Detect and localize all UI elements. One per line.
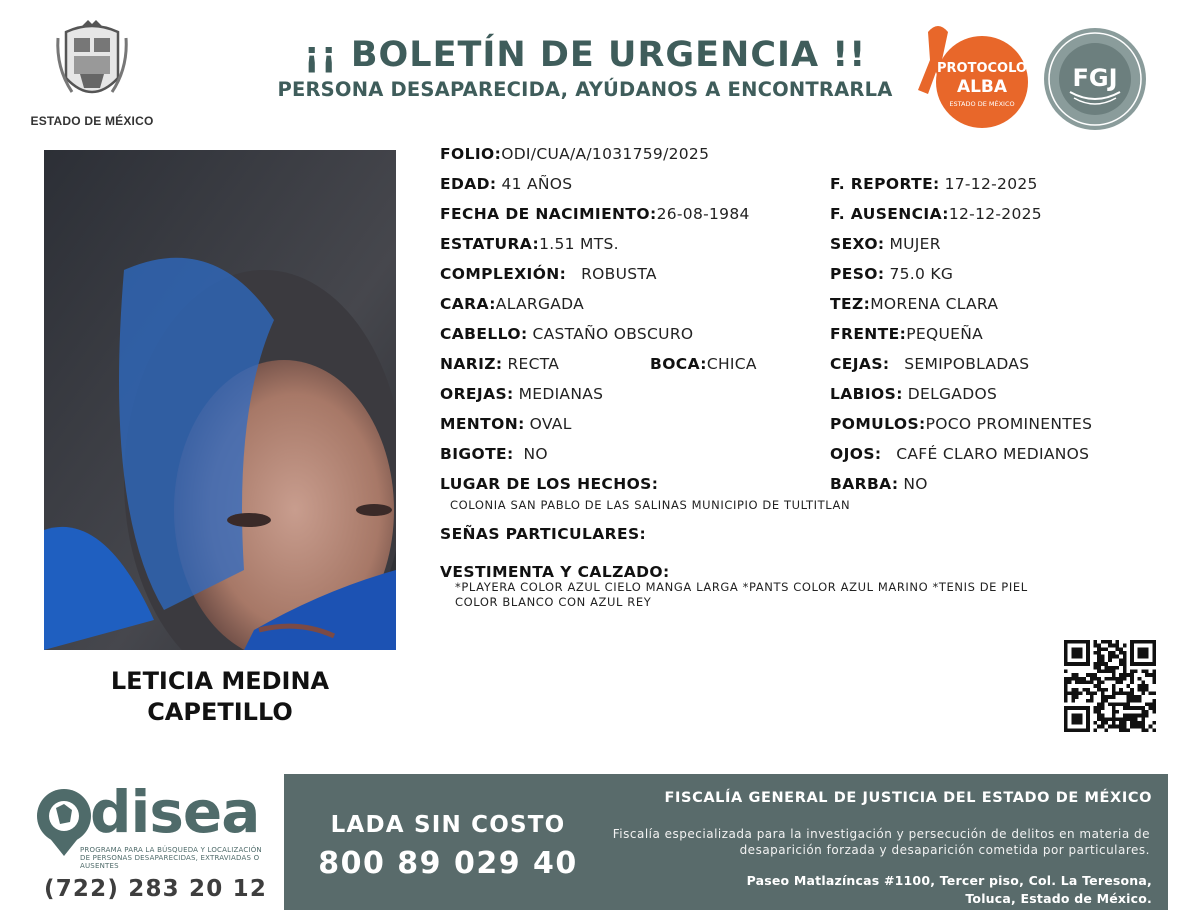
contact-footer — [284, 774, 1168, 910]
odisea-logo — [34, 778, 274, 876]
name-line-1: LETICIA MEDINA — [110, 667, 330, 695]
ojos-label: OJOS: — [830, 445, 882, 463]
lugar-value: COLONIA SAN PABLO DE LAS SALINAS MUNICIPIO DE TULTITLAN — [450, 498, 851, 512]
state-caption: ESTADO DE MÉXICO — [30, 114, 154, 128]
f-ausencia-value: 12-12-2025 — [948, 205, 1042, 223]
lada-label: LADA SIN COSTO — [330, 812, 566, 838]
f-reporte-label: F. REPORTE: — [830, 175, 940, 193]
barba-value: NO — [903, 475, 928, 493]
folio-label: FOLIO: — [440, 145, 502, 163]
vestimenta-line-1: *PLAYERA COLOR AZUL CIELO MANGA LARGA *PANTS COLOR AZUL MARINO *TENIS DE PIEL — [455, 580, 1028, 594]
nariz-label: NARIZ: — [440, 355, 503, 373]
field-orejas — [440, 384, 603, 404]
cabello-value: CASTAÑO OBSCURO — [532, 325, 694, 343]
field-folio — [440, 144, 709, 164]
odisea-tagline: PROGRAMA PARA LA BÚSQUEDA Y LOCALIZACIÓN DE PERSONAS DESAPARECIDAS, EXTRAVIADAS O AUSENTES — [80, 846, 262, 870]
pomulos-label: POMULOS: — [830, 415, 926, 433]
nariz-value: RECTA — [507, 355, 560, 373]
field-menton — [440, 414, 572, 434]
field-cabello — [440, 324, 693, 344]
fgj-description: Fiscalía especializada para la investigación y persecución de delitos en materia de desaparición forzada y desaparición cometida por particulares. — [612, 827, 1150, 857]
boca-value: CHICA — [706, 355, 757, 373]
field-bigote — [440, 444, 548, 464]
nacimiento-value: 26-08-1984 — [656, 205, 750, 223]
field-cejas — [830, 354, 1029, 374]
bigote-label: BIGOTE: — [440, 445, 514, 463]
field-complexion — [440, 264, 657, 284]
peso-value: 75.0 KG — [889, 265, 954, 283]
cara-label: CARA: — [440, 295, 496, 313]
qr-code[interactable] — [1064, 640, 1156, 732]
fgj-seal-logo — [1042, 26, 1148, 132]
senas-label: SEÑAS PARTICULARES: — [440, 525, 647, 543]
tez-label: TEZ: — [830, 295, 871, 313]
odisea-phone: (722) 283 20 12 — [44, 876, 268, 902]
fgj-seal-text: FGJ — [1072, 64, 1118, 92]
odisea-brand: disea — [90, 778, 260, 846]
frente-label: FRENTE: — [830, 325, 907, 343]
labios-value: DELGADOS — [907, 385, 998, 403]
cejas-label: CEJAS: — [830, 355, 890, 373]
lada-number[interactable]: 800 89 029 40 — [318, 846, 578, 881]
cejas-value: SEMIPOBLADAS — [904, 355, 1030, 373]
field-senas — [440, 524, 646, 544]
field-pomulos — [830, 414, 1092, 434]
barba-label: BARBA: — [830, 475, 899, 493]
estatura-label: ESTATURA: — [440, 235, 540, 253]
address-line-2: Toluca, Estado de México. — [965, 891, 1152, 906]
field-vestimenta — [440, 562, 670, 582]
field-lugar — [440, 474, 658, 494]
address-line-1: Paseo Matlazíncas #1100, Tercer piso, Col. La Teresona, — [746, 873, 1152, 888]
alba-line3: ESTADO DE MÉXICO — [949, 100, 1015, 108]
nacimiento-label: FECHA DE NACIMIENTO: — [440, 205, 657, 223]
sexo-label: SEXO: — [830, 235, 885, 253]
coat-of-arms-icon — [52, 18, 132, 108]
folio-value: ODI/CUA/A/1031759/2025 — [501, 145, 710, 163]
vestimenta-line-2: COLOR BLANCO CON AZUL REY — [455, 595, 652, 609]
orejas-label: OREJAS: — [440, 385, 514, 403]
missing-person-photo — [44, 150, 396, 650]
bulletin-subtitle: PERSONA DESAPARECIDA, AYÚDANOS A ENCONTRARLA — [277, 78, 893, 101]
f-reporte-value: 17-12-2025 — [944, 175, 1038, 193]
missing-person-name — [44, 666, 396, 728]
fgj-address — [592, 872, 1152, 908]
edad-label: EDAD: — [440, 175, 497, 193]
vestimenta-label: VESTIMENTA Y CALZADO: — [440, 563, 670, 581]
ojos-value: CAFÉ CLARO MEDIANOS — [896, 445, 1090, 463]
estado-de-mexico-logo — [28, 18, 156, 128]
bigote-value: NO — [523, 445, 548, 463]
f-ausencia-label: F. AUSENCIA: — [830, 205, 949, 223]
field-frente — [830, 324, 983, 344]
field-f-ausencia — [830, 204, 1042, 224]
tez-value: MORENA CLARA — [870, 295, 999, 313]
alba-line1: PROTOCOLO — [937, 61, 1027, 76]
orejas-value: MEDIANAS — [518, 385, 604, 403]
field-ojos — [830, 444, 1089, 464]
name-line-2: CAPETILLO — [147, 698, 293, 726]
frente-value: PEQUEÑA — [906, 325, 984, 343]
complexion-value: ROBUSTA — [581, 265, 657, 283]
field-boca — [650, 354, 757, 374]
field-nacimiento — [440, 204, 750, 224]
pomulos-value: POCO PROMINENTES — [925, 415, 1093, 433]
field-f-reporte — [830, 174, 1038, 194]
field-tez — [830, 294, 998, 314]
edad-value: 41 AÑOS — [501, 175, 573, 193]
bulletin-header — [220, 36, 950, 101]
field-edad — [440, 174, 572, 194]
estatura-value: 1.51 MTS. — [539, 235, 619, 253]
lugar-label: LUGAR DE LOS HECHOS: — [440, 475, 659, 493]
peso-label: PESO: — [830, 265, 885, 283]
field-estatura — [440, 234, 619, 254]
cara-value: ALARGADA — [495, 295, 585, 313]
labios-label: LABIOS: — [830, 385, 903, 403]
field-labios — [830, 384, 997, 404]
field-cara — [440, 294, 584, 314]
fgj-name: FISCALÍA GENERAL DE JUSTICIA DEL ESTADO DE MÉXICO — [664, 790, 1152, 806]
boca-label: BOCA: — [650, 355, 707, 373]
cabello-label: CABELLO: — [440, 325, 528, 343]
field-barba — [830, 474, 928, 494]
field-peso — [830, 264, 953, 284]
complexion-label: COMPLEXIÓN: — [440, 265, 567, 283]
bulletin-title: ¡¡ BOLETÍN DE URGENCIA !! — [303, 35, 867, 75]
alba-line2: ALBA — [956, 77, 1008, 97]
protocolo-alba-logo — [898, 20, 1030, 132]
sexo-value: MUJER — [889, 235, 941, 253]
field-nariz — [440, 354, 559, 374]
menton-label: MENTON: — [440, 415, 525, 433]
field-sexo — [830, 234, 941, 254]
menton-value: OVAL — [529, 415, 572, 433]
